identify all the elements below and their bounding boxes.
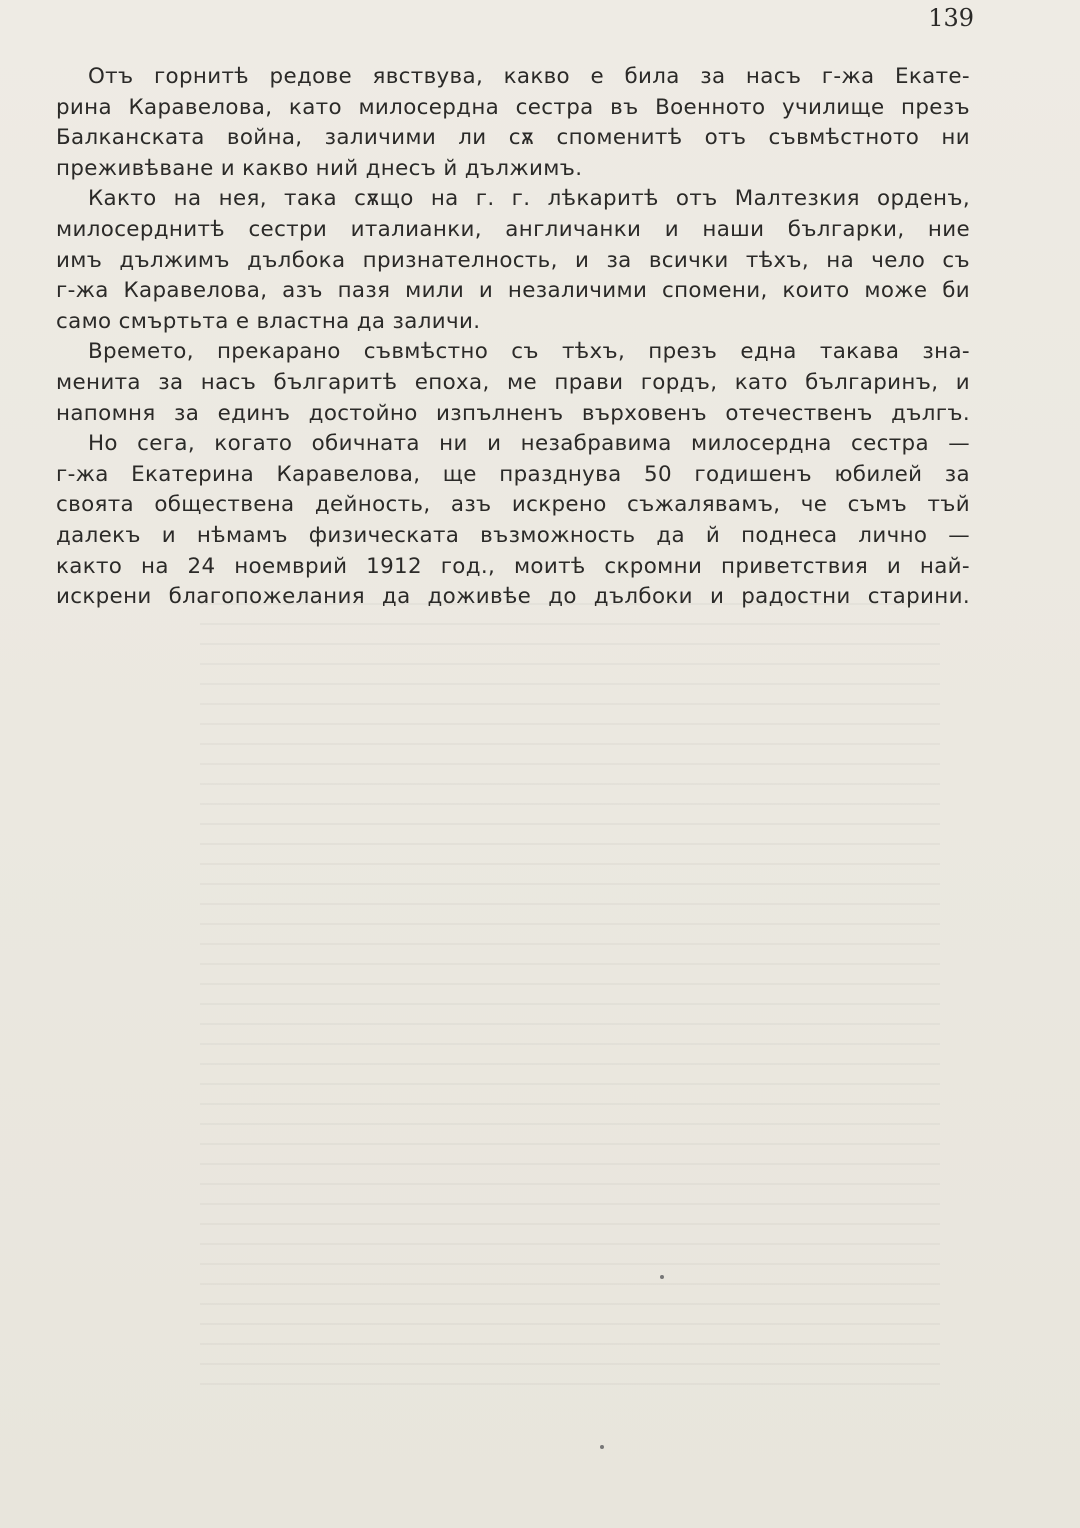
text-line: искрени благопожелания да доживѣе до дълбоки и радостни старини. <box>56 584 970 610</box>
page-number: 139 <box>928 4 974 32</box>
text-line: Балканската война, заличими ли сѫ споменитѣ отъ съвмѣстното ни <box>56 125 970 151</box>
text-line: имъ дължимъ дълбока признателность, и за всички тѣхъ, на чело съ <box>56 247 970 273</box>
text-line: милосерднитѣ сестри италианки, англичанки и наши българки, ние <box>56 216 970 242</box>
text-line: само смъртьта е властна да заличи. <box>56 308 481 334</box>
paper-speck <box>600 1445 604 1449</box>
text-line: г-жа Екатерина Каравелова, ще празднува 50 годишенъ юбилей за <box>56 461 970 487</box>
text-line: Както на нея, така сѫщо на г. г. лѣкаритѣ отъ Малтезкия орденъ, <box>88 186 970 212</box>
bleed-through-text <box>200 585 940 1385</box>
paragraph-2 <box>56 184 970 337</box>
body-text <box>56 62 970 613</box>
text-line: напомня за единъ достойно изпълненъ върховенъ отечественъ дългъ. <box>56 400 970 426</box>
text-line: своята обществена дейность, азъ искрено съжалявамъ, че съмъ тъй <box>56 492 970 518</box>
text-line: далекъ и нѣмамъ физическата възможность да й поднеса лично — <box>56 522 970 548</box>
paragraph-1 <box>56 62 970 184</box>
text-line: г-жа Каравелова, азъ пазя мили и незаличими спомени, които може би <box>56 278 970 304</box>
paper-speck <box>660 1275 664 1279</box>
paragraph-4 <box>56 429 970 613</box>
text-line: преживѣване и какво ний днесъ й дължимъ. <box>56 155 583 181</box>
text-line: Отъ горнитѣ редове явствува, какво е била за насъ г-жа Екате- <box>88 64 970 89</box>
text-line: както на 24 ноемврий 1912 год., моитѣ скромни приветствия и най- <box>56 553 970 579</box>
text-line: Времето, прекарано съвмѣстно съ тѣхъ, презъ една такава зна- <box>88 339 970 365</box>
text-line: Но сега, когато обичната ни и незабравима милосердна сестра — <box>88 431 970 457</box>
text-line: менита за насъ българитѣ епоха, ме прави гордъ, като българинъ, и <box>56 369 970 395</box>
text-line: рина Каравелова, като милосердна сестра въ Военното училище презъ <box>56 94 970 120</box>
paragraph-3 <box>56 337 970 429</box>
